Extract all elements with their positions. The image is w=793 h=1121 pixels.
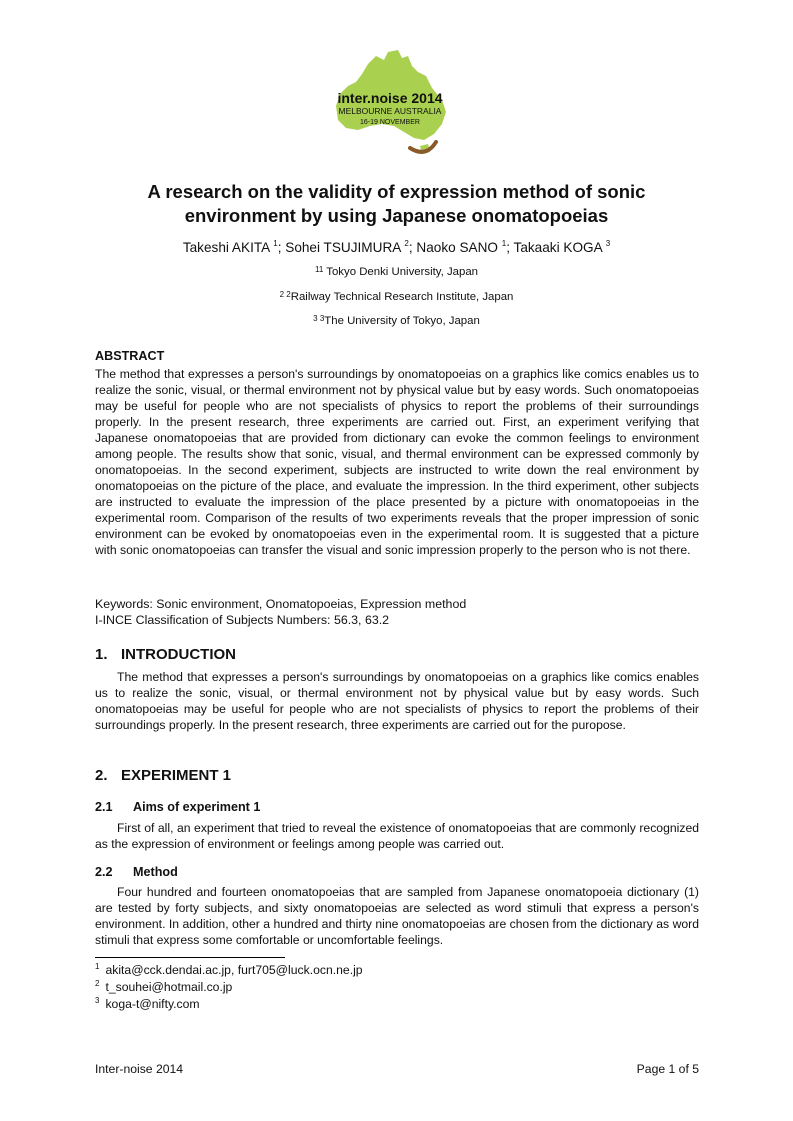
affiliation-text: The University of Tokyo, Japan [324,315,480,327]
author-affil-mark: 3 [605,239,611,248]
footnote-mark: 3 [95,996,100,1005]
section-heading-introduction [95,646,236,663]
footnote [95,997,200,1011]
abstract-body: The method that expresses a person's surroundings by onomatopoeias on a graphics like comics enables us to realize the sonic, visual, or thermal environment not by physical value but by easy words. Such onomatopoeias may be useful for people who are not specialists of physics to report the problems of their surroundings properly. In the present research, three experiments are carried out. First, an experiment verifying that Japanese onomatopoeias that are provided from dictionary can evoke the common feelings to environment among people. The results show that sonic, visual, and thermal environment can be expressed commonly by onomatopoeias. In the second experiment, subjects are instructed to write down the real environment by onomatopoeias on the picture of the place, and evaluate the impression. In the third experiment, other subjects are instructed to evaluate the impression of the place presented by a picture with onomatopoeias in the experimental room. Comparison of the results of two experiments reveals that the proper impression of sonic environment can be evoked by onomatopoeias even in the experimental room. It is suggested that a picture with sonic onomatopoeias can transfer the visual and sonic impression properly to the person who is not there. [95,367,699,557]
footnote [95,980,232,994]
author-affil-mark: 2 [404,239,409,248]
footnote-text: t_souhei@hotmail.co.jp [105,980,233,994]
footer-page-number: Page 1 of 5 [636,1062,699,1076]
introduction-body: The method that expresses a person's surroundings by onomatopoeias on a graphics like comics enables us to realize the sonic, visual, or thermal environment not by physical value but by easy words. Such onomatopoeias may be useful for people who are not specialists of physics to report the problems of their surroundings properly. In the present research, three experiments are carried out for the puropose. [95,670,699,732]
abstract-heading: ABSTRACT [95,349,165,363]
author-name: Takaaki KOGA [513,240,606,255]
title-line1: A research on the validity of expression method of sonic [147,181,646,202]
author-name: Takeshi AKITA [182,240,274,255]
subsection-number: 2.2 [95,865,113,879]
author-name: Sohei TSUJIMURA [285,240,405,255]
author-separator: ; [506,240,514,255]
footnote-divider [95,957,285,958]
subsection-number: 2.1 [95,800,113,814]
author-separator: ; [408,240,417,255]
author-separator: ; [277,240,286,255]
keywords: Keywords: Sonic environment, Onomatopoeias, Expression method [95,597,467,611]
aims-body: First of all, an experiment that tried to reveal the existence of onomatopoeias that are commonly recognized as the expression of environment or feelings among people was carried out. [95,821,699,851]
logo-line1: inter.noise 2014 [337,90,443,106]
classification: I-INCE Classification of Subjects Numbers: 56.3, 63.2 [95,613,390,627]
affiliation-mark: 3 3 [313,314,325,323]
section-number: 2. [95,767,108,784]
author-affil-mark: 1 [273,239,278,248]
affiliation [96,266,697,278]
footnote [95,963,363,977]
affiliation-mark: 11 [315,265,324,274]
title-line2: environment by using Japanese onomatopoeias [184,205,609,226]
author-name: Naoko SANO [416,240,502,255]
section-number: 1. [95,646,108,663]
affiliation-text: Tokyo Denki University, Japan [323,266,478,278]
footnote-text: akita@cck.dendai.ac.jp, furt705@luck.ocn.ne.jp [105,963,363,977]
logo-line3: 16-19 NOVEMBER [360,119,420,126]
affiliation-mark: 2 2 [279,290,291,299]
paper-title [96,180,697,228]
subsection-heading-aims [95,800,260,814]
author-list [96,240,697,255]
footnote-text: koga-t@nifty.com [105,997,200,1011]
logo-line2: MELBOURNE AUSTRALIA [338,106,442,116]
subsection-title: Aims of experiment 1 [133,800,261,814]
method-body: Four hundred and fourteen onomatopoeias that are sampled from Japanese onomatopoeia dictionary (1) are tested by forty subjects, and sixty onomatopoeias are selected as word stimuli that express a person's environment. In addition, other a hundred and thirty nine onomatopoeias are chosen from the dictionary as word stimuli that express some comfortable or uncomfortable feelings. [95,885,699,947]
affiliation [96,315,697,327]
section-title: EXPERIMENT 1 [121,767,232,784]
author-affil-mark: 1 [501,239,507,248]
subsection-title: Method [133,865,178,879]
footer-conference: Inter-noise 2014 [95,1062,184,1076]
inter-noise-logo [328,46,452,164]
section-title: INTRODUCTION [121,646,236,663]
footnote-mark: 1 [95,962,100,971]
subsection-heading-method [95,865,178,879]
footnote-mark: 2 [95,979,100,988]
affiliation-text: Railway Technical Research Institute, Japan [290,291,514,303]
affiliation [96,291,697,303]
section-heading-experiment-1 [95,767,231,784]
